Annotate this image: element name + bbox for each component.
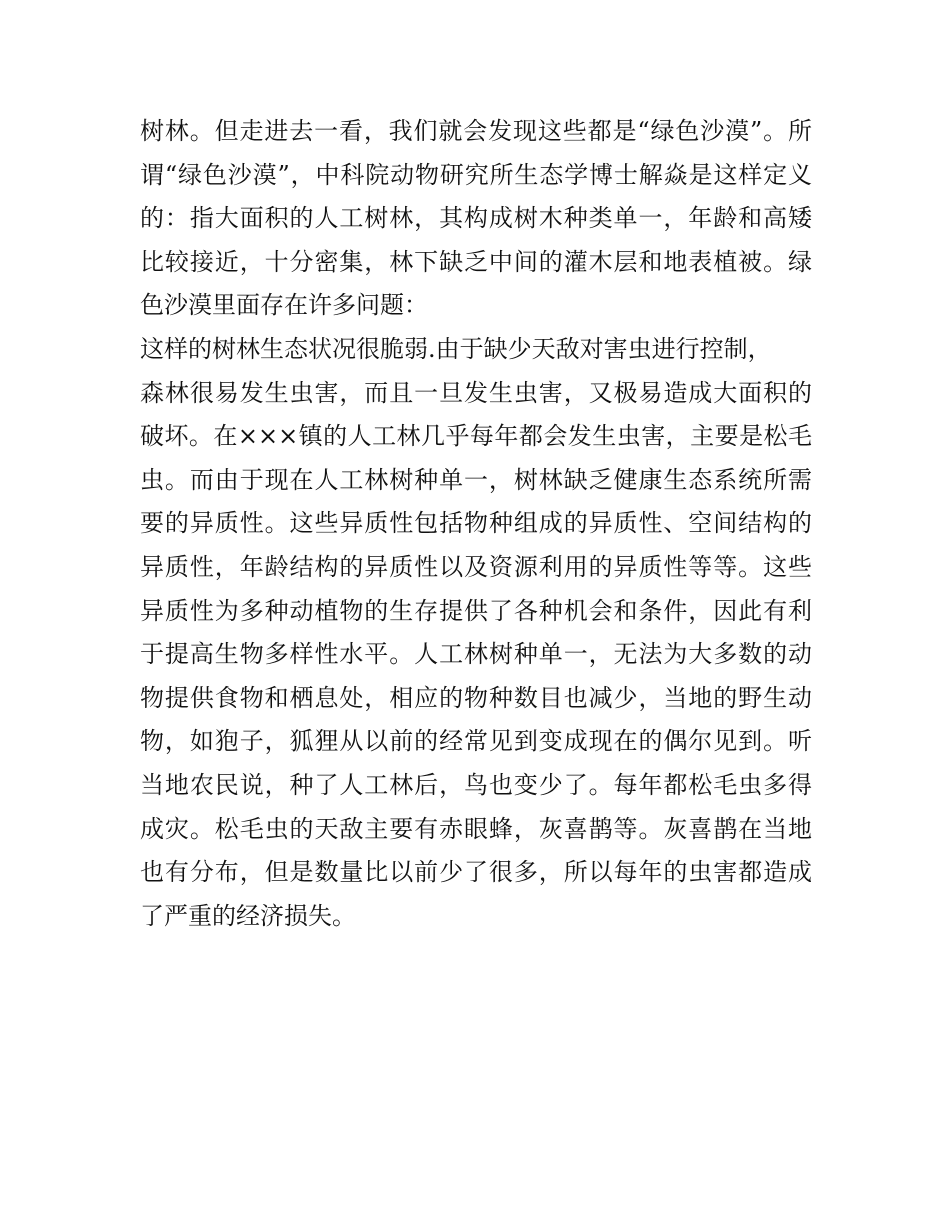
text-line: 森林很易发生虫害，而且一旦发生虫害，又极易造成大面积的 — [140, 378, 812, 407]
text-line: 物，如狍子，狐狸从以前的经常见到变成现在的偶尔见到。听 — [140, 727, 812, 756]
text-line: 异质性为多种动植物的生存提供了各种机会和条件，因此有利 — [140, 596, 812, 625]
text-line: 成灾。松毛虫的天敌主要有赤眼蜂，灰喜鹊等。灰喜鹊在当地 — [140, 814, 812, 843]
text-line: 异质性，年龄结构的异质性以及资源利用的异质性等等。这些 — [140, 552, 812, 581]
text-line: 物提供食物和栖息处，相应的物种数目也减少，当地的野生动 — [140, 683, 812, 712]
text-line: 了严重的经济损失。 — [140, 901, 356, 930]
text-line: 虫。而由于现在人工林树种单一，树林缺乏健康生态系统所需 — [140, 465, 812, 494]
text-line: 色沙漠里面存在许多问题： — [140, 291, 428, 320]
text-line: 的：指大面积的人工树林，其构成树木种类单一，年龄和高矮 — [140, 204, 812, 233]
text-line: 当地农民说，种了人工林后，鸟也变少了。每年都松毛虫多得 — [140, 770, 812, 799]
text-line: 比较接近，十分密集，林下缺乏中间的灌木层和地表植被。绿 — [140, 247, 812, 276]
text-line: 于提高生物多样性水平。人工林树种单一，无法为大多数的动 — [140, 640, 812, 669]
text-line: 树林。但走进去一看，我们就会发现这些都是“绿色沙漠”。所 — [140, 117, 812, 145]
text-line: 这样的树林生态状况很脆弱.由于缺少天敌对害虫进行控制， — [140, 334, 772, 363]
body-text — [140, 110, 812, 938]
text-line: 谓“绿色沙漠”，中科院动物研究所生态学博士解焱是这样定义 — [140, 160, 812, 189]
text-line: 要的异质性。这些异质性包括物种组成的异质性、空间结构的 — [140, 509, 812, 538]
text-line: 破坏。在×××镇的人工林几乎每年都会发生虫害，主要是松毛 — [140, 422, 812, 451]
text-line: 也有分布，但是数量比以前少了很多，所以每年的虫害都造成 — [140, 858, 812, 887]
